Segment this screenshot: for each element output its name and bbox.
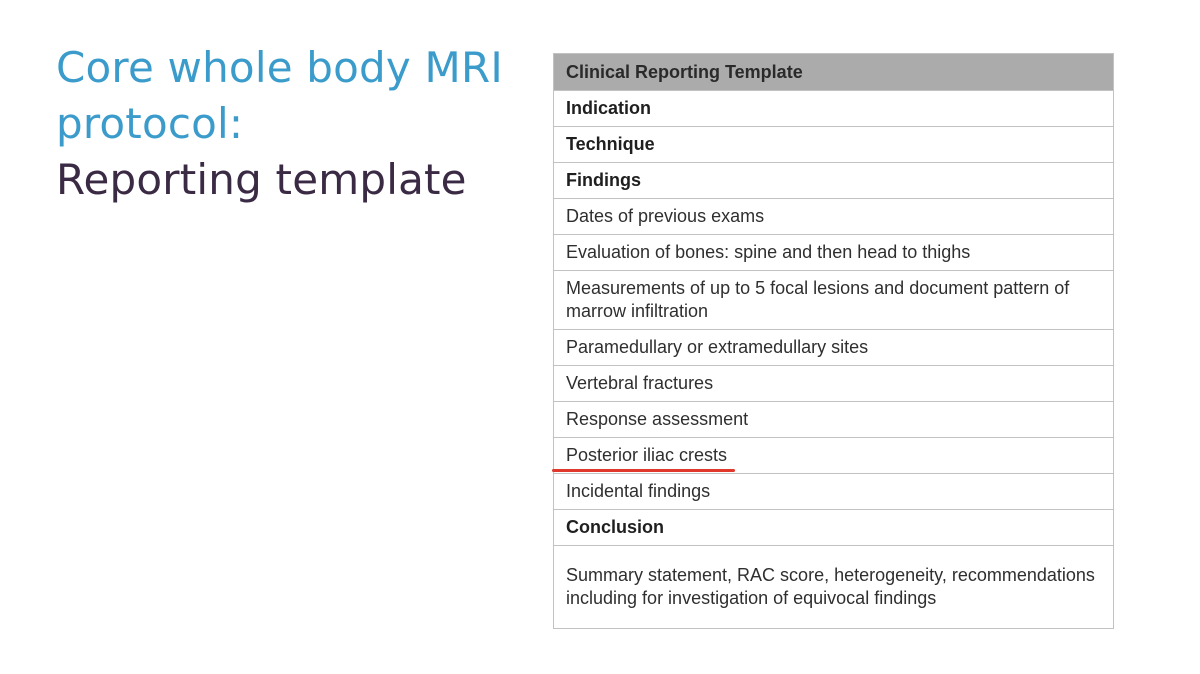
row-indication: Indication (554, 91, 1114, 127)
red-underline-annotation (552, 469, 735, 472)
row-posterior-iliac-crests-cell (554, 438, 1114, 474)
title-line-1: Core whole body MRI (56, 43, 503, 92)
row-paramedullary: Paramedullary or extramedullary sites (554, 330, 1114, 366)
row-technique: Technique (554, 127, 1114, 163)
table-row-vertebral-fractures (554, 366, 1114, 402)
table-header-row (554, 54, 1114, 91)
row-conclusion: Conclusion (554, 510, 1114, 546)
table-row-posterior-iliac-crests (554, 438, 1114, 474)
title-line-3: Reporting template (56, 155, 467, 204)
clinical-reporting-template-table (553, 53, 1114, 629)
row-measurements: Measurements of up to 5 focal lesions and document pattern of marrow infiltration (554, 271, 1114, 330)
table-row-conclusion (554, 510, 1114, 546)
row-incidental-findings: Incidental findings (554, 474, 1114, 510)
row-findings: Findings (554, 163, 1114, 199)
posterior-iliac-crests-wrap (566, 444, 727, 467)
title-line-2: protocol: (56, 99, 244, 148)
slide-title (56, 40, 503, 208)
row-posterior-iliac-crests: Posterior iliac crests (566, 445, 728, 465)
table-row-summary (554, 546, 1114, 629)
table-row-technique (554, 127, 1114, 163)
table-row-evaluation-bones (554, 235, 1114, 271)
row-vertebral-fractures: Vertebral fractures (554, 366, 1114, 402)
table-row-findings (554, 163, 1114, 199)
table-row-incidental-findings (554, 474, 1114, 510)
table-row-measurements (554, 271, 1114, 330)
row-previous-exams: Dates of previous exams (554, 199, 1114, 235)
table-row-indication (554, 91, 1114, 127)
table-header: Clinical Reporting Template (554, 54, 1114, 91)
row-summary: Summary statement, RAC score, heterogeneity, recommendations including for investigation of equivocal findings (554, 546, 1114, 629)
row-evaluation-bones: Evaluation of bones: spine and then head to thighs (554, 235, 1114, 271)
table-row-previous-exams (554, 199, 1114, 235)
row-response-assessment: Response assessment (554, 402, 1114, 438)
table-row-response-assessment (554, 402, 1114, 438)
table-row-paramedullary (554, 330, 1114, 366)
